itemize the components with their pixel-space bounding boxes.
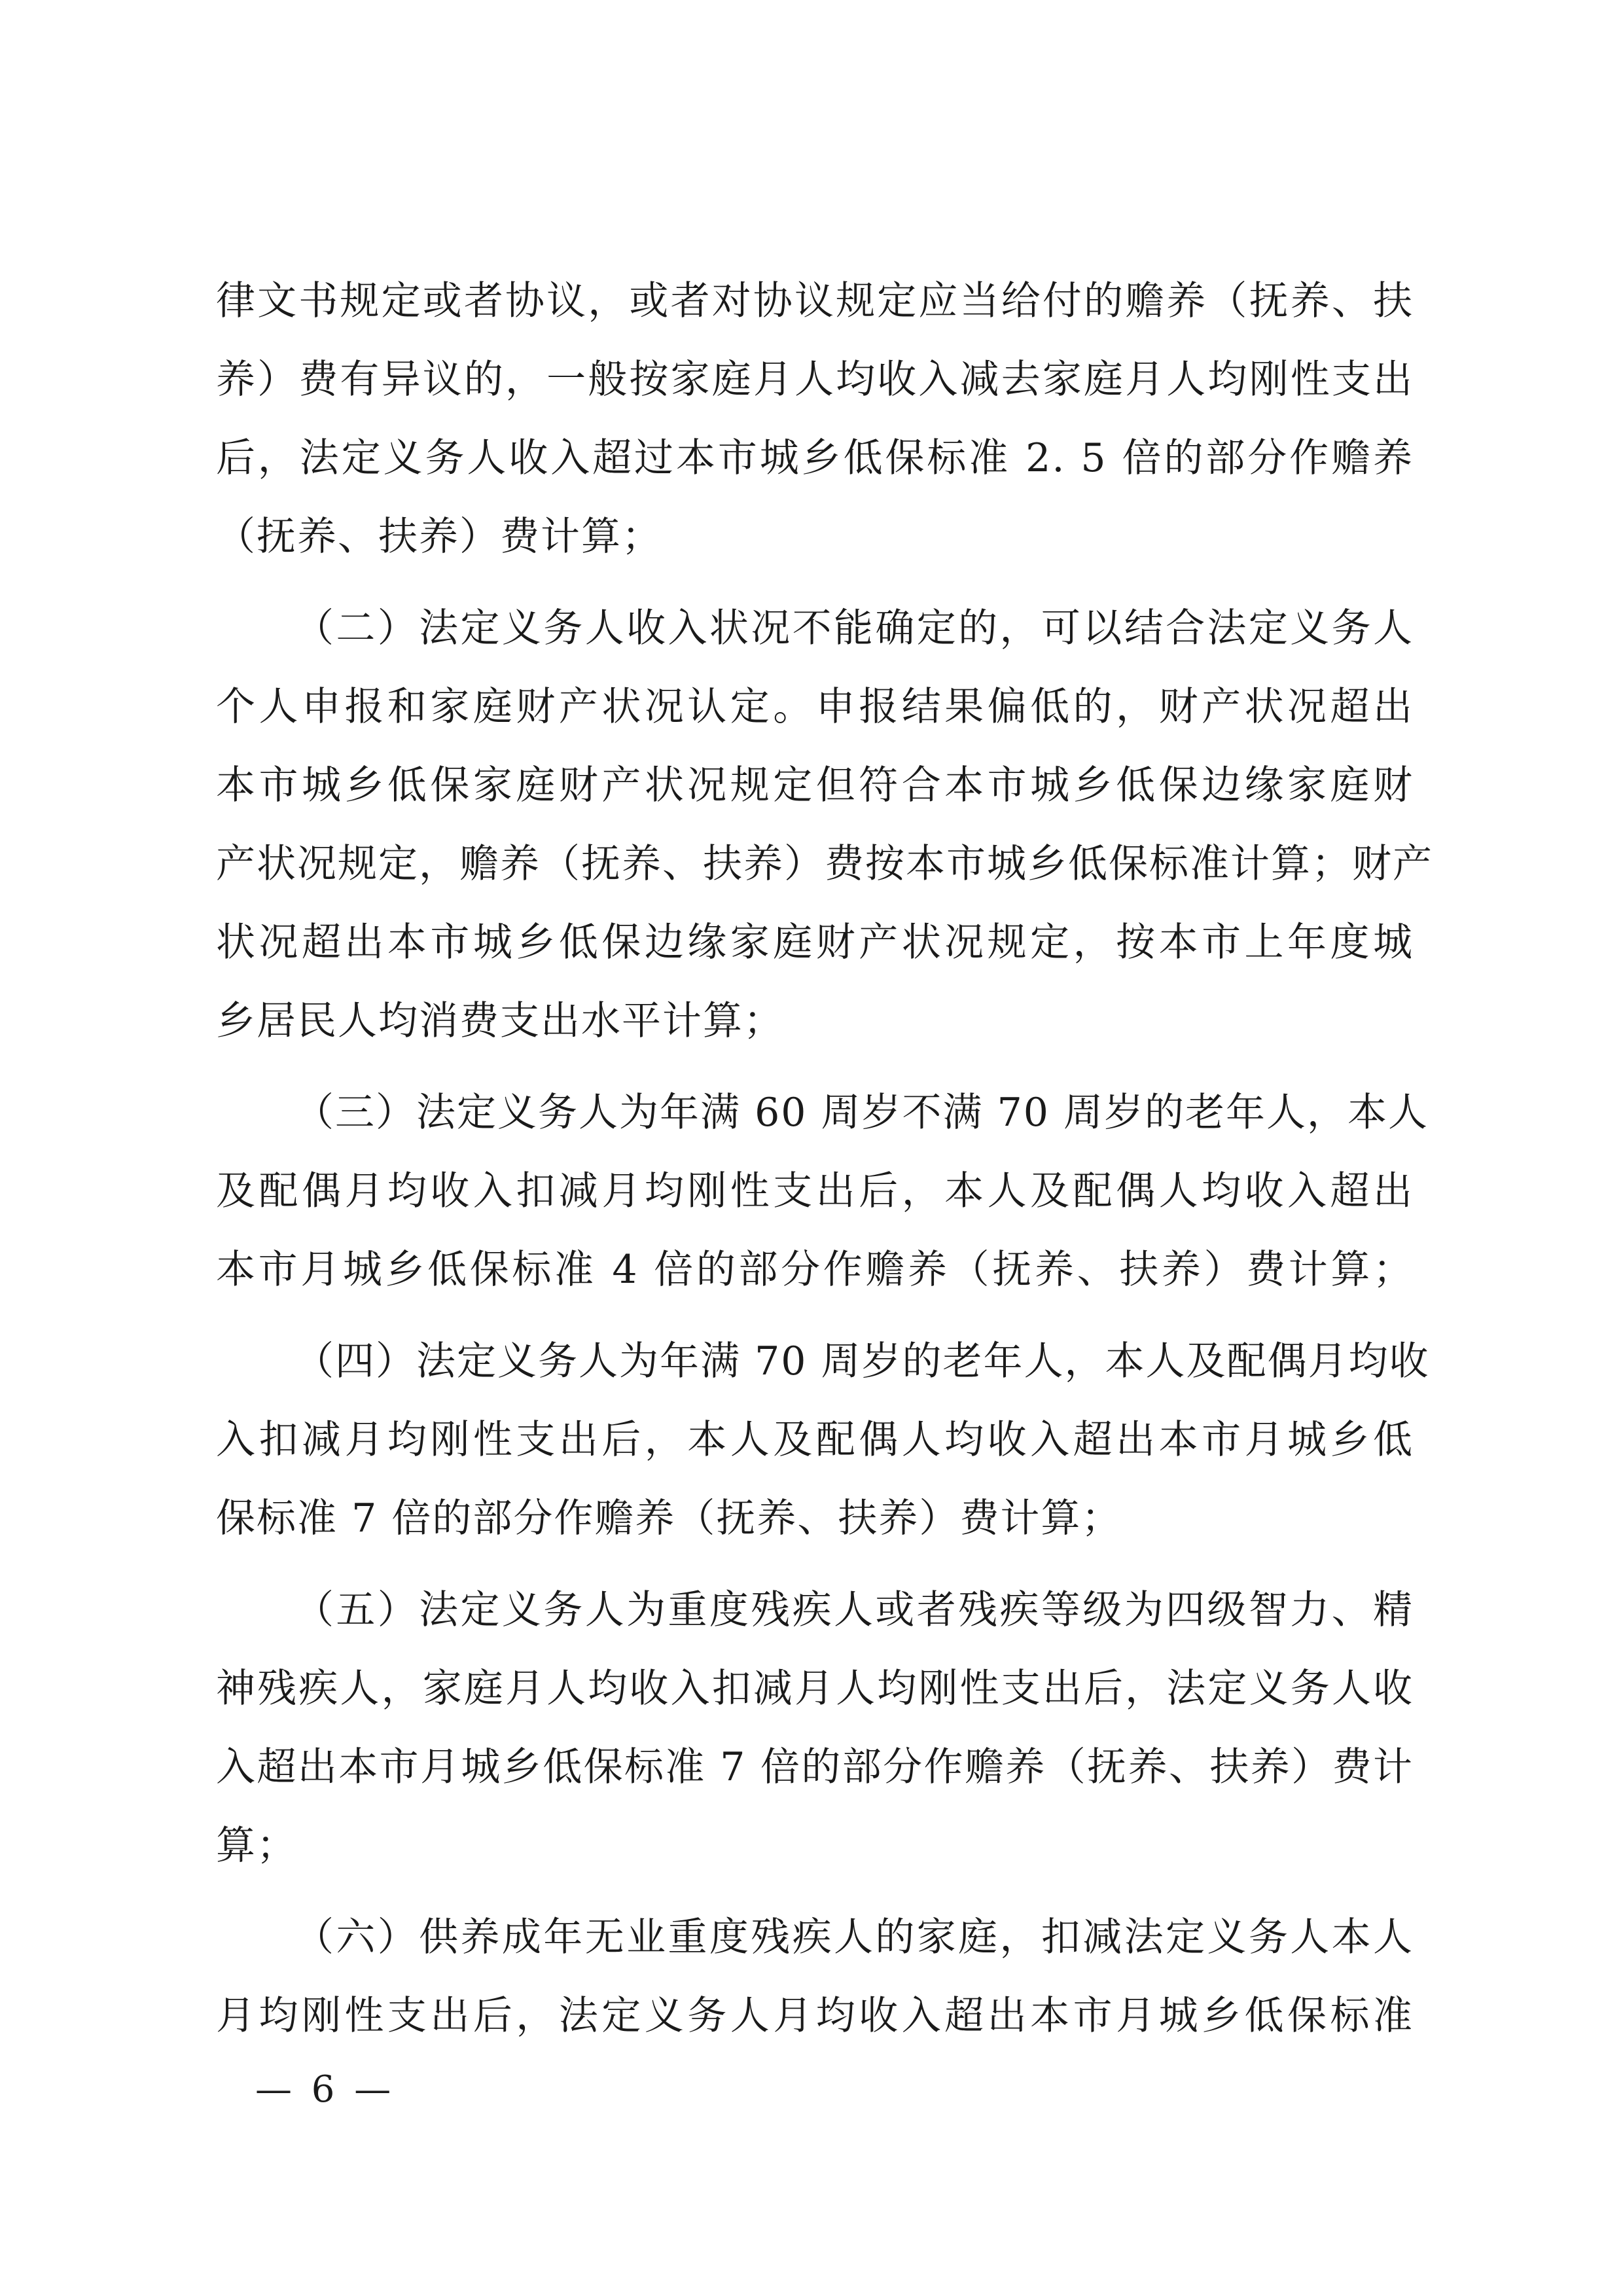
text-line: 本市城乡低保家庭财产状况规定但符合本市城乡低保边缘家庭财 — [216, 762, 1414, 808]
paragraph-2-first-line: （二）法定义务人收入状况不能确定的，可以结合法定义务人 — [294, 605, 1414, 651]
text-line: 本市月城乡低保标准 4 倍的部分作赡养（抚养、扶养）费计算； — [216, 1247, 1414, 1293]
text-line: 入扣减月均刚性支出后，本人及配偶人均收入超出本市月城乡低 — [216, 1417, 1414, 1463]
paragraph-6-first-line: （六）供养成年无业重度残疾人的家庭，扣减法定义务人本人 — [294, 1914, 1414, 1960]
paragraph-5-first-line: （五）法定义务人为重度残疾人或者残疾等级为四级智力、精 — [294, 1587, 1414, 1633]
text-line: 保标准 7 倍的部分作赡养（抚养、扶养）费计算； — [216, 1496, 1122, 1541]
text-line: 后，法定义务人收入超过本市城乡低保标准 2. 5 倍的部分作赡养 — [216, 435, 1414, 481]
page-number: — 6 — — [255, 2068, 395, 2111]
text-line: 神残疾人，家庭月人均收入扣减月人均刚性支出后，法定义务人收 — [216, 1666, 1414, 1712]
paragraph-3-first-line: （三）法定义务人为年满 60 周岁不满 70 周岁的老年人，本人 — [294, 1090, 1429, 1136]
text-line: 产状况规定，赡养（抚养、扶养）费按本市城乡低保标准计算；财产 — [216, 841, 1433, 887]
text-line: 律文书规定或者协议，或者对协议规定应当给付的赡养（抚养、扶 — [216, 278, 1414, 324]
text-line: 养）费有异议的，一般按家庭月人均收入减去家庭月人均刚性支出 — [216, 357, 1414, 403]
text-line: 入超出本市月城乡低保标准 7 倍的部分作赡养（抚养、扶养）费计 — [216, 1744, 1414, 1790]
text-line: 算； — [216, 1823, 297, 1869]
text-line: 状况超出本市城乡低保边缘家庭财产状况规定，按本市上年度城 — [216, 920, 1414, 965]
text-line: （抚养、扶养）费计算； — [216, 514, 662, 560]
text-line: 个人申报和家庭财产状况认定。申报结果偏低的，财产状况超出 — [216, 684, 1414, 730]
text-line: 乡居民人均消费支出水平计算； — [216, 998, 784, 1044]
text-line: 月均刚性支出后，法定义务人月均收入超出本市月城乡低保标准 — [216, 1993, 1414, 2039]
text-line: 及配偶月均收入扣减月均刚性支出后，本人及配偶人均收入超出 — [216, 1168, 1414, 1214]
paragraph-4-first-line: （四）法定义务人为年满 70 周岁的老年人，本人及配偶月均收 — [294, 1338, 1430, 1384]
